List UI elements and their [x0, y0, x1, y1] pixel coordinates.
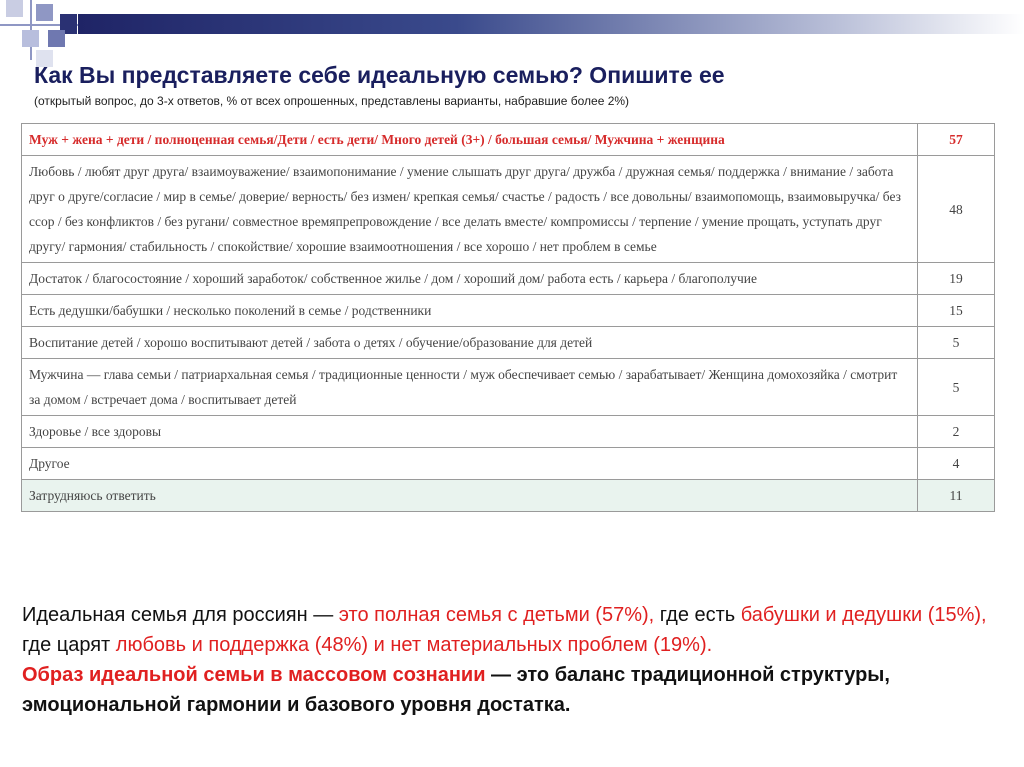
slide-subtitle: (открытый вопрос, до 3-х ответов, % от всех опрошенных, представлены варианты, набравшие более 2%) [34, 94, 630, 108]
decor-square [36, 4, 53, 21]
decor-square [22, 30, 39, 47]
header-gradient-bar [78, 14, 1024, 34]
row-value: 11 [918, 480, 995, 512]
row-value: 48 [918, 156, 995, 263]
table-row [22, 327, 995, 359]
conclusion-highlight: любовь и поддержка (48%) и нет материальных проблем (19%). [115, 634, 713, 656]
conclusion-part: где есть [654, 604, 741, 626]
row-value: 5 [918, 359, 995, 416]
row-label: Есть дедушки/бабушки / несколько поколений в семье / родственники [22, 295, 918, 327]
table-row [22, 359, 995, 416]
table-row [22, 295, 995, 327]
table-row [22, 124, 995, 156]
row-label: Воспитание детей / хорошо воспитывают детей / забота о детях / обучение/образование для детей [22, 327, 918, 359]
table-row [22, 156, 995, 263]
row-value: 2 [918, 416, 995, 448]
conclusion-highlight: это полная семья с детьми (57%), [338, 604, 655, 626]
row-label: Мужчина — глава семьи / патриархальная семья / традиционные ценности / муж обеспечивает семью / зарабатывает/ Женщина домохозяйка / смотрит за домом / встречает дома / воспитывает детей [22, 359, 918, 416]
conclusion-highlight: бабушки и дедушки (15%), [740, 604, 987, 626]
conclusion-part: Идеальная семья для россиян — [22, 604, 339, 626]
row-label: Другое [22, 448, 918, 480]
results-table [21, 123, 995, 512]
row-label: Достаток / благосостояние / хороший заработок/ собственное жилье / дом / хороший дом/ работа есть / карьера / благополучие [22, 263, 918, 295]
table-row [22, 480, 995, 512]
table-row [22, 416, 995, 448]
row-label: Здоровье / все здоровы [22, 416, 918, 448]
row-value: 4 [918, 448, 995, 480]
row-value: 19 [918, 263, 995, 295]
table-row [22, 448, 995, 480]
conclusion-part: где царят [22, 634, 116, 656]
conclusion-highlight: Образ идеальной семьи в массовом сознании [22, 664, 486, 686]
row-value: 57 [918, 124, 995, 156]
row-label: Любовь / любят друг друга/ взаимоуважение/ взаимопонимание / умение слышать друг друга/ дружба / дружная семья/ поддержка / внимание / забота друг о друге/согласие / мир в семье/ доверие/ верность/ без измен/ крепкая семья/ счастье / радость / все довольны/ взаимопомощь, взаимовыручка/ без ссор / без конфликтов / без ругани/ совместное времяпрепровождение / все делать вместе/ компромиссы / терпение / умение прощать, уступать друг другу/ гармония/ стабильность / спокойствие/ хорошие взаимоотношения / все хорошо / нет проблем в семье [22, 156, 918, 263]
decor-square [6, 0, 23, 17]
row-label: Муж + жена + дети / полноценная семья/Дети / есть дети/ Много детей (3+) / большая семья/ Мужчина + женщина [22, 124, 918, 156]
table-row [22, 263, 995, 295]
row-label: Затрудняюсь ответить [22, 480, 918, 512]
row-value: 5 [918, 327, 995, 359]
slide-title: Как Вы представляете себе идеальную семью? Опишите ее [34, 62, 725, 88]
conclusion-text [22, 600, 997, 720]
row-value: 15 [918, 295, 995, 327]
conclusion-part: — это баланс традиционной структуры, эмоциональной гармонии и базового уровня достатка. [22, 664, 890, 716]
decor-square [48, 30, 65, 47]
